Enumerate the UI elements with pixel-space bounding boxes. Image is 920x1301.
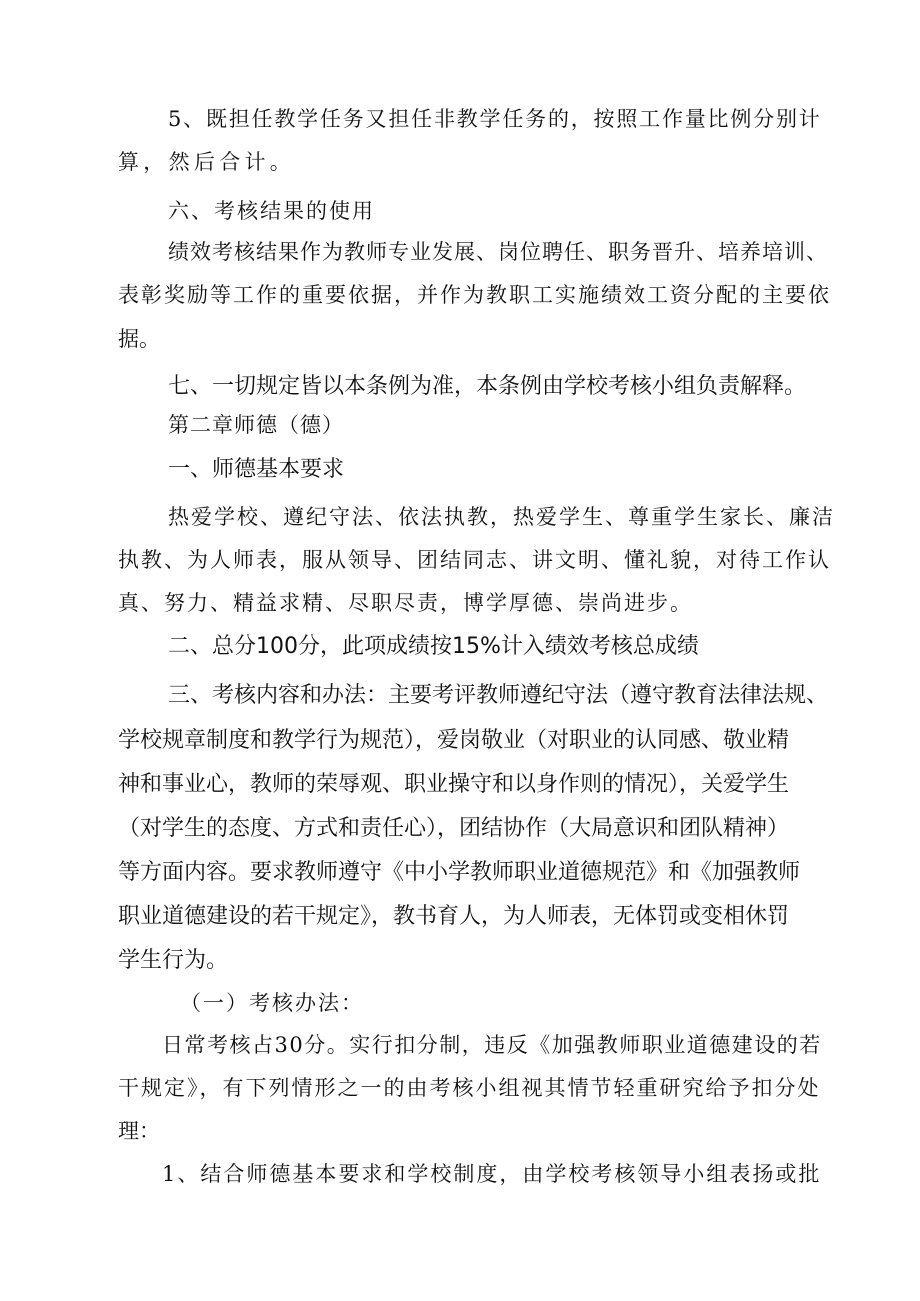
sub-heading: （一）考核办法： [180, 991, 364, 1015]
paragraph-line: 理： [118, 1119, 160, 1143]
paragraph-line: 1、结合师德基本要求和学校制度，由学校考核领导小组表扬或批 [162, 1162, 822, 1186]
paragraph-line: 等方面内容。要求教师遵守《中小学教师职业道德规范》和《加强教师 [118, 860, 801, 885]
paragraph-line: 热爱学校、遵纪守法、依法执教，热爱学生、尊重学生家长、廉洁 [168, 505, 835, 529]
paragraph-line: 据。 [118, 327, 160, 351]
paragraph-line: 表彰奖励等工作的重要依据，并作为教职工实施绩效工资分配的主要依 [118, 283, 831, 307]
section-heading: 二、总分100分，此项成绩按15%计入绩效考核总成绩 [168, 634, 699, 659]
section-heading: 七、一切规定皆以本条例为准，本条例由学校考核小组负责解释。 [168, 374, 807, 399]
paragraph-line: 日常考核占30分。实行扣分制，违反《加强教师职业道德建设的若 [162, 1033, 822, 1057]
paragraph-line: 真、努力、精益求精、尽职尽责，博学厚德、崇尚进步。 [118, 591, 693, 615]
paragraph-line: （对学生的态度、方式和责任心），团结协作（大局意识和团队精神） [118, 816, 790, 841]
section-heading: 六、考核结果的使用 [168, 199, 375, 223]
paragraph-line: 学校规章制度和教学行为规范），爱岗敬业（对职业的认同感、敬业精 [118, 728, 790, 753]
chapter-title: 第二章师德（德） [168, 413, 344, 437]
paragraph-line: 5、既担任教学任务又担任非教学任务的，按照工作量比例分别计 [168, 107, 822, 131]
paragraph-line: 执教、为人师表，服从领导、团结同志、讲文明、懂礼貌，对待工作认 [118, 548, 831, 572]
paragraph-line: 绩效考核结果作为教师专业发展、岗位聘任、职务晋升、培养培训、 [168, 240, 828, 264]
paragraph-line: 学生行为。 [118, 948, 229, 973]
paragraph-line: 算，然后合计。 [118, 150, 296, 174]
paragraph-line: 神和事业心，教师的荣辱观、职业操守和以身作则的情况），关爱学生 [118, 772, 790, 797]
paragraph-line: 职业道德建设的若干规定》，教书育人，为人师表，无体罚或变相休罚 [118, 904, 790, 929]
paragraph-line: 三、考核内容和办法：主要考评教师遵纪守法（遵守教育法律法规、 [168, 683, 829, 708]
paragraph-line: 干规定》，有下列情形之一的由考核小组视其情节轻重研究给予扣分处 [118, 1076, 821, 1100]
section-heading: 一、师德基本要求 [168, 457, 345, 482]
